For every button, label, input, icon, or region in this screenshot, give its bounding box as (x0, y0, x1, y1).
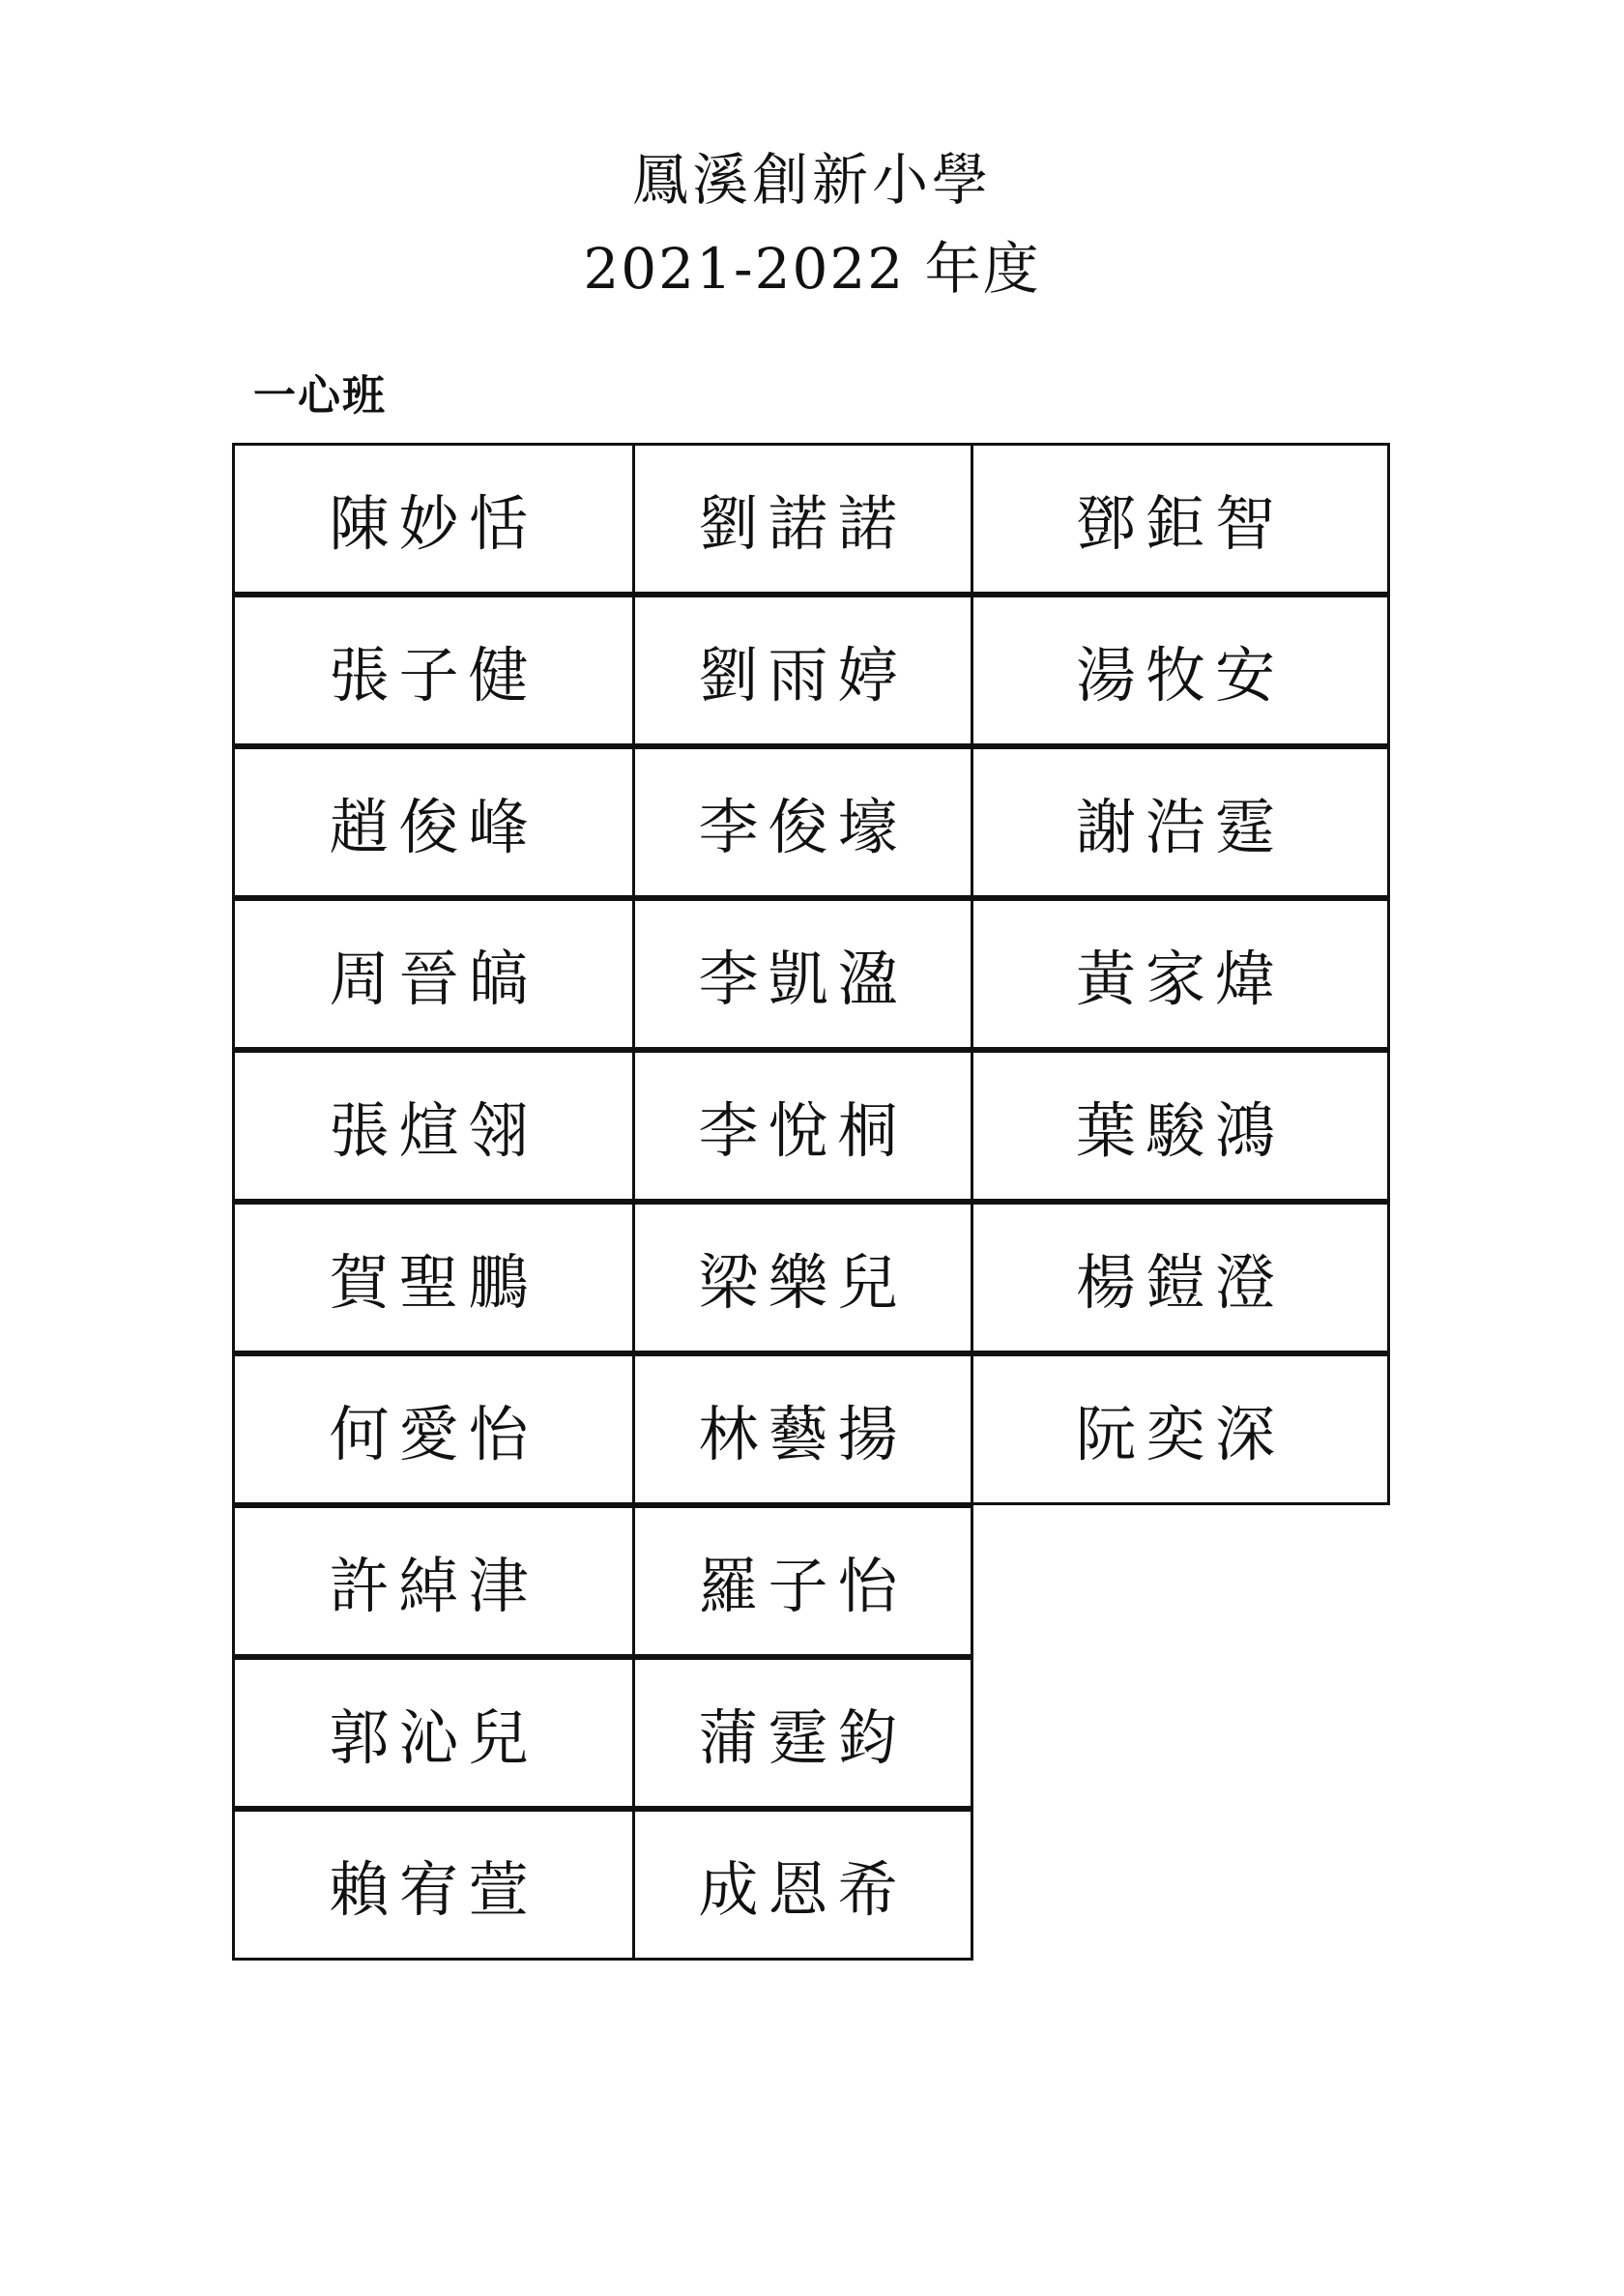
table-row (232, 1202, 1387, 1353)
table-row (232, 1353, 1387, 1505)
student-name-cell: 蒲霆鈞 (632, 1657, 973, 1809)
table-row (232, 1809, 1387, 1961)
school-year: 2021-2022 年度 (583, 236, 1041, 302)
student-name-cell: 鄧鉅智 (971, 443, 1390, 595)
student-name-cell: 張子健 (232, 595, 635, 746)
student-name-cell: 李悅桐 (632, 1050, 973, 1202)
student-name-cell: 李凱溋 (632, 898, 973, 1050)
student-name-cell: 楊鎧澄 (971, 1202, 1390, 1353)
student-name-cell: 何愛怡 (232, 1353, 635, 1505)
student-name-cell: 謝浩霆 (971, 746, 1390, 898)
school-name: 鳳溪創新小學 (631, 147, 992, 213)
student-name-cell: 李俊壕 (632, 746, 973, 898)
student-name-cell: 葉駿鴻 (971, 1050, 1390, 1202)
student-name-cell: 賀聖鵬 (232, 1202, 635, 1353)
student-name-cell: 趙俊峰 (232, 746, 635, 898)
student-name-cell: 成恩希 (632, 1809, 973, 1961)
table-row (232, 746, 1387, 898)
table-row (232, 898, 1387, 1050)
student-name-cell: 黃家煒 (971, 898, 1390, 1050)
student-name-cell: 周晉皜 (232, 898, 635, 1050)
student-name-cell: 陳妙恬 (232, 443, 635, 595)
table-row (232, 595, 1387, 746)
student-roster-table (232, 443, 1387, 1961)
student-name-cell: 阮奕深 (971, 1353, 1390, 1505)
student-name-cell: 許綽津 (232, 1505, 635, 1657)
page-header (0, 135, 1624, 313)
class-title: 一心班 (253, 371, 387, 421)
table-row (232, 1050, 1387, 1202)
student-name-cell: 羅子怡 (632, 1505, 973, 1657)
student-name-cell: 賴宥萱 (232, 1809, 635, 1961)
table-row (232, 1505, 1387, 1657)
student-name-cell: 湯牧安 (971, 595, 1390, 746)
student-name-cell: 劉諾諾 (632, 443, 973, 595)
student-name-cell: 郭沁兒 (232, 1657, 635, 1809)
table-row (232, 443, 1387, 595)
student-name-cell: 張煊翎 (232, 1050, 635, 1202)
student-name-cell: 劉雨婷 (632, 595, 973, 746)
student-name-cell: 梁樂兒 (632, 1202, 973, 1353)
table-row (232, 1657, 1387, 1809)
student-name-cell: 林藝揚 (632, 1353, 973, 1505)
